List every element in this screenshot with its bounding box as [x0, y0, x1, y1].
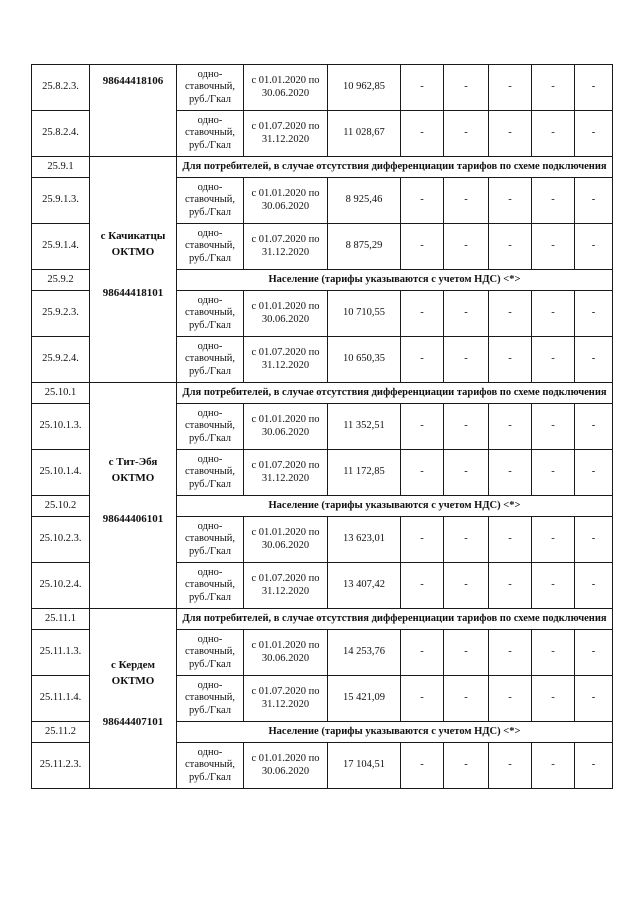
- oktmo-label: ОКТМО: [111, 246, 155, 259]
- tariff-value: 17 104,51: [328, 743, 401, 789]
- row-code: 25.9.2.4.: [32, 337, 90, 383]
- empty-value: -: [532, 563, 575, 609]
- location-cell: [90, 609, 177, 789]
- group-header: Для потребителей, в случае отсутствия дифференциации тарифов по схеме подключения: [177, 383, 613, 404]
- empty-value: -: [532, 65, 575, 111]
- empty-value: -: [444, 65, 489, 111]
- empty-value: -: [489, 743, 532, 789]
- empty-value: -: [532, 178, 575, 224]
- group-header: Для потребителей, в случае отсутствия дифференциации тарифов по схеме подключения: [177, 609, 613, 630]
- table-row: [32, 65, 613, 111]
- empty-value: -: [444, 630, 489, 676]
- empty-value: -: [532, 404, 575, 450]
- empty-value: -: [575, 630, 613, 676]
- empty-value: -: [575, 404, 613, 450]
- empty-value: -: [444, 178, 489, 224]
- rate-type: одно-ставочный, руб./Гкал: [177, 178, 244, 224]
- location-cell: [90, 383, 177, 609]
- empty-value: -: [575, 563, 613, 609]
- empty-value: -: [532, 450, 575, 496]
- group-header: Население (тарифы указываются с учетом НДС) <*>: [177, 722, 613, 743]
- group-code: 25.10.1: [32, 383, 90, 404]
- row-code: 25.11.2.3.: [32, 743, 90, 789]
- rate-type: одно-ставочный, руб./Гкал: [177, 224, 244, 270]
- tariff-value: 8 875,29: [328, 224, 401, 270]
- rate-type: одно-ставочный, руб./Гкал: [177, 630, 244, 676]
- group-row: [32, 383, 613, 404]
- empty-value: -: [444, 517, 489, 563]
- period: с 01.01.2020 по 30.06.2020: [244, 404, 328, 450]
- settlement-name: с Качикатцы: [100, 229, 166, 242]
- empty-value: -: [401, 65, 444, 111]
- period: с 01.01.2020 по 30.06.2020: [244, 743, 328, 789]
- empty-value: -: [532, 630, 575, 676]
- empty-value: -: [532, 224, 575, 270]
- oktmo-label: ОКТМО: [111, 675, 155, 688]
- tariff-value: 10 962,85: [328, 65, 401, 111]
- empty-value: -: [489, 65, 532, 111]
- empty-value: -: [489, 676, 532, 722]
- group-row: [32, 157, 613, 178]
- empty-value: -: [489, 224, 532, 270]
- group-header: Для потребителей, в случае отсутствия дифференциации тарифов по схеме подключения: [177, 157, 613, 178]
- rate-type: одно-ставочный, руб./Гкал: [177, 291, 244, 337]
- group-code: 25.9.2: [32, 270, 90, 291]
- group-code: 25.10.2: [32, 496, 90, 517]
- empty-value: -: [401, 630, 444, 676]
- row-code: 25.9.1.4.: [32, 224, 90, 270]
- empty-value: -: [575, 743, 613, 789]
- empty-value: -: [489, 178, 532, 224]
- empty-value: -: [401, 291, 444, 337]
- empty-value: -: [401, 450, 444, 496]
- tariff-value: 10 650,35: [328, 337, 401, 383]
- empty-value: -: [489, 563, 532, 609]
- rate-type: одно-ставочный, руб./Гкал: [177, 743, 244, 789]
- row-code: 25.8.2.4.: [32, 111, 90, 157]
- tariff-value: 13 407,42: [328, 563, 401, 609]
- group-header: Население (тарифы указываются с учетом НДС) <*>: [177, 496, 613, 517]
- settlement-name: с Кердем: [111, 658, 155, 671]
- rate-type: одно-ставочный, руб./Гкал: [177, 65, 244, 111]
- empty-value: -: [532, 676, 575, 722]
- rate-type: одно-ставочный, руб./Гкал: [177, 404, 244, 450]
- period: с 01.07.2020 по 31.12.2020: [244, 111, 328, 157]
- tariff-value: 8 925,46: [328, 178, 401, 224]
- group-code: 25.11.2: [32, 722, 90, 743]
- period: с 01.07.2020 по 31.12.2020: [244, 450, 328, 496]
- row-code: 25.11.1.4.: [32, 676, 90, 722]
- empty-value: -: [575, 676, 613, 722]
- group-code: 25.9.1: [32, 157, 90, 178]
- tariff-value: 11 028,67: [328, 111, 401, 157]
- period: с 01.07.2020 по 31.12.2020: [244, 563, 328, 609]
- empty-value: -: [444, 291, 489, 337]
- empty-value: -: [444, 563, 489, 609]
- group-row: [32, 609, 613, 630]
- empty-value: -: [532, 291, 575, 337]
- empty-value: -: [489, 450, 532, 496]
- tariff-value: 13 623,01: [328, 517, 401, 563]
- oktmo-number: 98644418101: [102, 286, 164, 299]
- tariff-value: 15 421,09: [328, 676, 401, 722]
- empty-value: -: [401, 676, 444, 722]
- tariff-value: 14 253,76: [328, 630, 401, 676]
- settlement-name: с Тит-Эбя: [108, 455, 158, 468]
- period: с 01.07.2020 по 31.12.2020: [244, 224, 328, 270]
- location-cell: [90, 65, 177, 157]
- empty-value: -: [444, 111, 489, 157]
- empty-value: -: [401, 563, 444, 609]
- empty-value: -: [575, 65, 613, 111]
- empty-value: -: [444, 224, 489, 270]
- empty-value: -: [575, 224, 613, 270]
- empty-value: -: [489, 630, 532, 676]
- location-cell: [90, 157, 177, 383]
- period: с 01.01.2020 по 30.06.2020: [244, 630, 328, 676]
- empty-value: -: [401, 743, 444, 789]
- period: с 01.07.2020 по 31.12.2020: [244, 337, 328, 383]
- tariff-value: 10 710,55: [328, 291, 401, 337]
- empty-value: -: [532, 743, 575, 789]
- empty-value: -: [575, 337, 613, 383]
- empty-value: -: [401, 404, 444, 450]
- empty-value: -: [489, 517, 532, 563]
- row-code: 25.9.2.3.: [32, 291, 90, 337]
- empty-value: -: [532, 111, 575, 157]
- row-code: 25.10.2.3.: [32, 517, 90, 563]
- rate-type: одно-ставочный, руб./Гкал: [177, 563, 244, 609]
- rate-type: одно-ставочный, руб./Гкал: [177, 450, 244, 496]
- empty-value: -: [575, 178, 613, 224]
- period: с 01.01.2020 по 30.06.2020: [244, 178, 328, 224]
- empty-value: -: [444, 337, 489, 383]
- empty-value: -: [575, 450, 613, 496]
- empty-value: -: [489, 291, 532, 337]
- empty-value: -: [401, 224, 444, 270]
- empty-value: -: [575, 111, 613, 157]
- empty-value: -: [401, 337, 444, 383]
- tariff-value: 11 352,51: [328, 404, 401, 450]
- group-header: Население (тарифы указываются с учетом НДС) <*>: [177, 270, 613, 291]
- empty-value: -: [401, 517, 444, 563]
- period: с 01.01.2020 по 30.06.2020: [244, 517, 328, 563]
- empty-value: -: [444, 450, 489, 496]
- empty-value: -: [575, 291, 613, 337]
- empty-value: -: [401, 111, 444, 157]
- empty-value: -: [444, 743, 489, 789]
- group-code: 25.11.1: [32, 609, 90, 630]
- row-code: 25.9.1.3.: [32, 178, 90, 224]
- rate-type: одно-ставочный, руб./Гкал: [177, 111, 244, 157]
- period: с 01.01.2020 по 30.06.2020: [244, 291, 328, 337]
- empty-value: -: [575, 517, 613, 563]
- empty-value: -: [489, 111, 532, 157]
- rate-type: одно-ставочный, руб./Гкал: [177, 517, 244, 563]
- empty-value: -: [444, 404, 489, 450]
- row-code: 25.10.2.4.: [32, 563, 90, 609]
- oktmo-label: ОКТМО: [111, 472, 155, 485]
- row-code: 25.10.1.4.: [32, 450, 90, 496]
- rate-type: одно-ставочный, руб./Гкал: [177, 337, 244, 383]
- empty-value: -: [444, 676, 489, 722]
- empty-value: -: [532, 517, 575, 563]
- empty-value: -: [489, 337, 532, 383]
- rate-type: одно-ставочный, руб./Гкал: [177, 676, 244, 722]
- empty-value: -: [401, 178, 444, 224]
- oktmo-number: 98644406101: [102, 512, 164, 525]
- period: с 01.01.2020 по 30.06.2020: [244, 65, 328, 111]
- empty-value: -: [489, 404, 532, 450]
- period: с 01.07.2020 по 31.12.2020: [244, 676, 328, 722]
- oktmo-number: 98644407101: [102, 715, 164, 728]
- row-code: 25.11.1.3.: [32, 630, 90, 676]
- tariff-table: [31, 64, 613, 789]
- row-code: 25.10.1.3.: [32, 404, 90, 450]
- tariff-table-body: [32, 65, 613, 789]
- row-code: 25.8.2.3.: [32, 65, 90, 111]
- tariff-value: 11 172,85: [328, 450, 401, 496]
- oktmo-number: 98644418106: [102, 75, 164, 87]
- empty-value: -: [532, 337, 575, 383]
